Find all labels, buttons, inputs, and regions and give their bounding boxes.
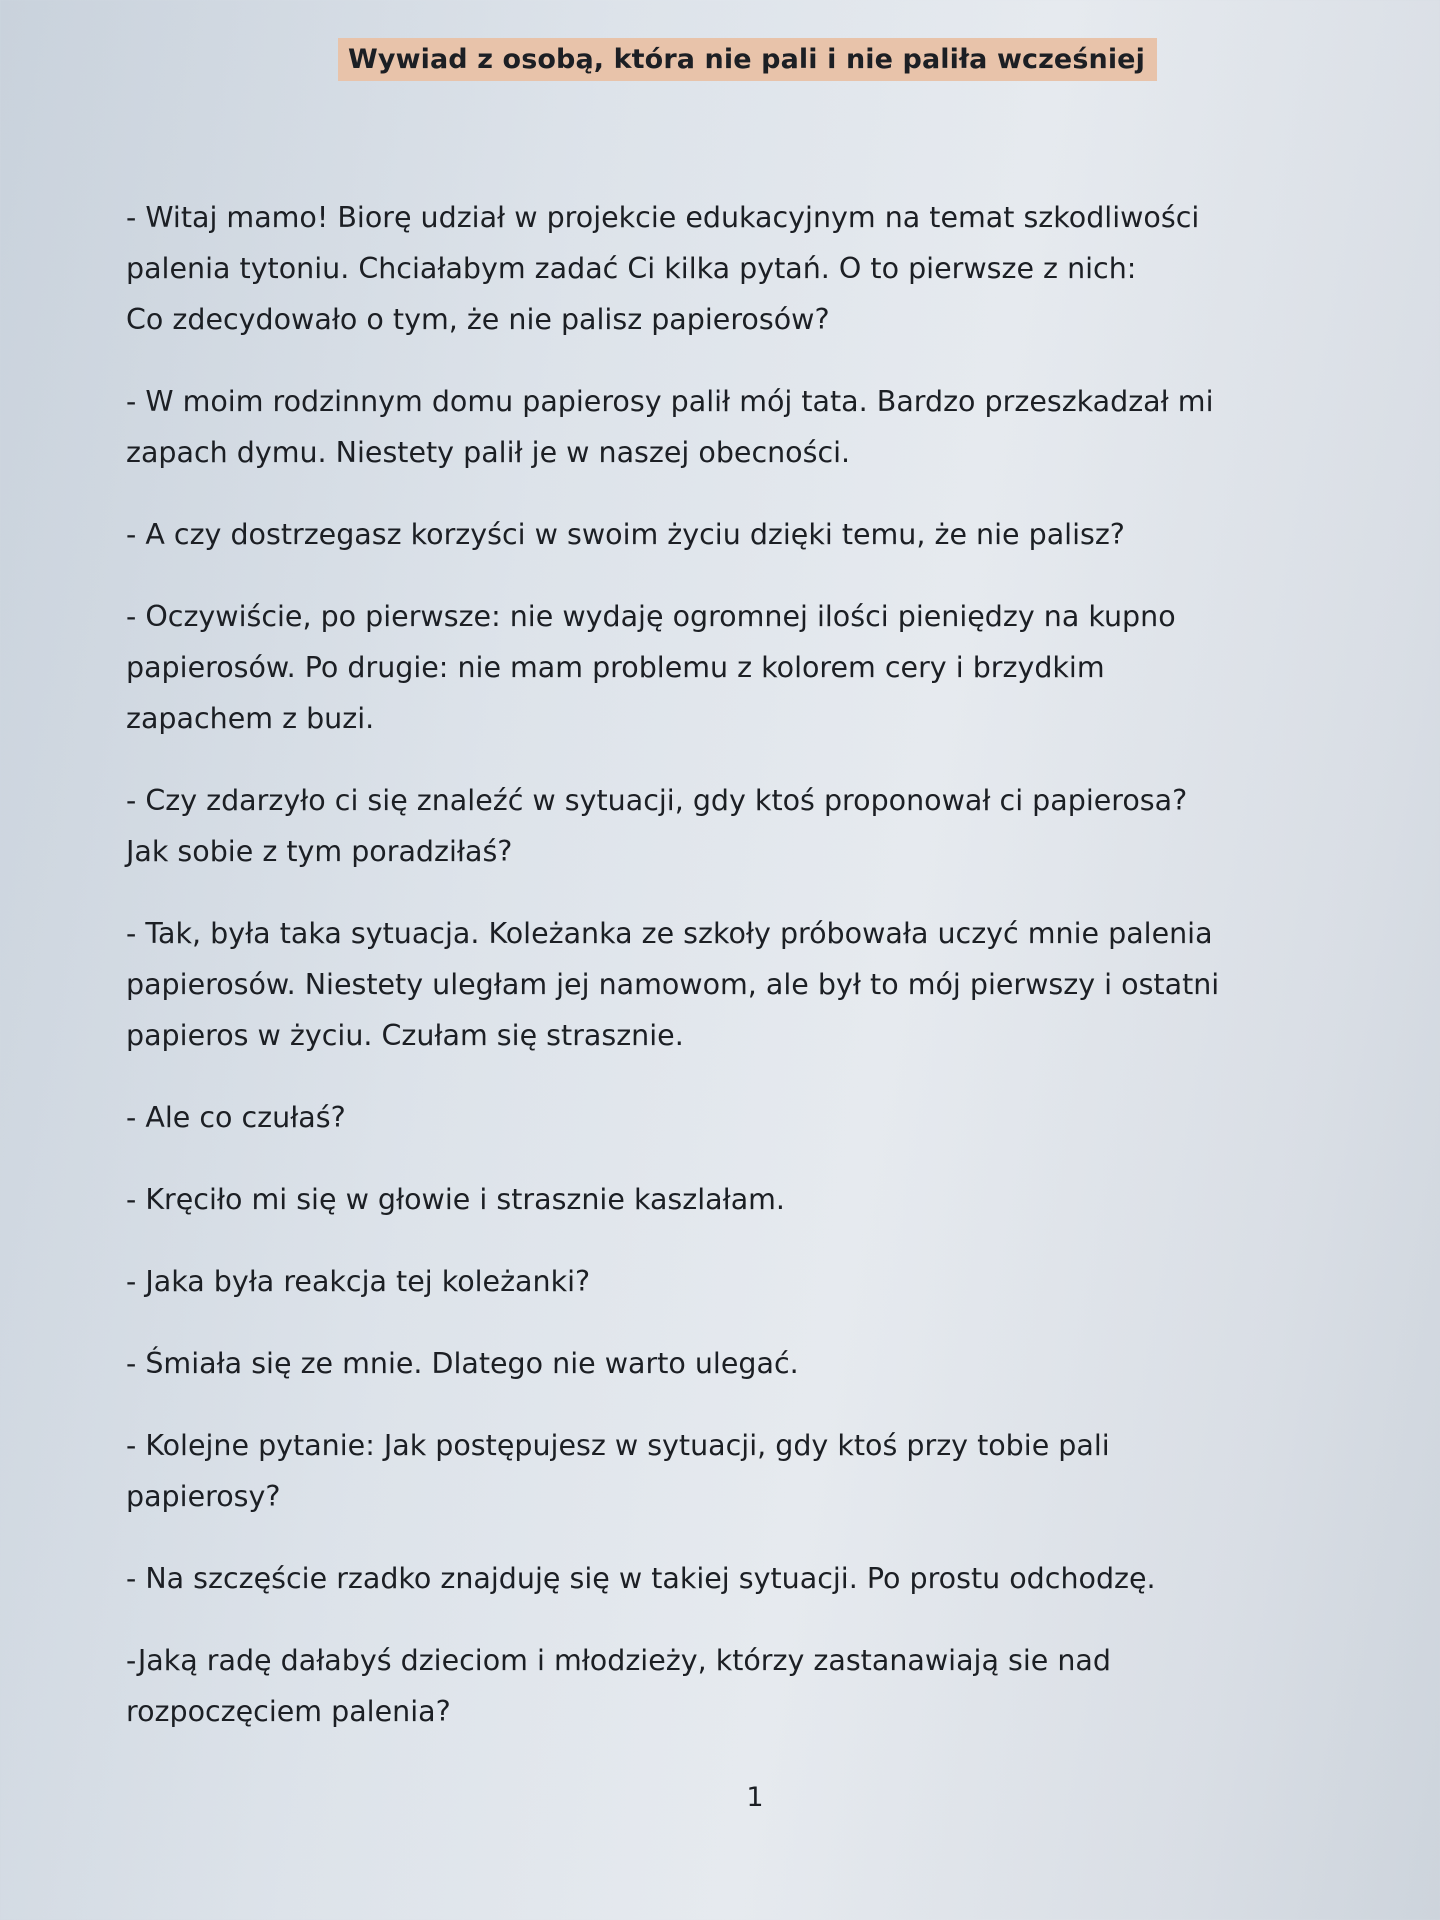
paragraph	[126, 1420, 1346, 1522]
text-line: zapachem z buzi.	[126, 702, 375, 735]
paragraph	[126, 1092, 1346, 1143]
text-line: - Witaj mamo! Biorę udział w projekcie edukacyjnym na temat szkodliwości	[126, 201, 1200, 234]
text-line: - Kręciło mi się w głowie i strasznie kaszlałam.	[126, 1183, 785, 1216]
text-line: - Kolejne pytanie: Jak postępujesz w sytuacji, gdy ktoś przy tobie pali	[126, 1429, 1110, 1462]
paragraph	[126, 509, 1346, 560]
text-line: zapach dymu. Niestety palił je w naszej obecności.	[126, 436, 851, 469]
text-line: papierosów. Niestety uległam jej namowom, ale był to mój pierwszy i ostatni	[126, 968, 1220, 1001]
paragraph	[126, 1256, 1346, 1307]
paragraph	[126, 1553, 1346, 1604]
text-line: - Tak, była taka sytuacja. Koleżanka ze szkoły próbowała uczyć mnie palenia	[126, 917, 1213, 950]
paragraph	[126, 1174, 1346, 1225]
text-line: - A czy dostrzegasz korzyści w swoim życiu dzięki temu, że nie palisz?	[126, 518, 1125, 551]
text-line: Co zdecydowało o tym, że nie palisz papierosów?	[126, 303, 830, 336]
text-line: papierosów. Po drugie: nie mam problemu z kolorem cery i brzydkim	[126, 651, 1105, 684]
text-line: -Jaką radę dałabyś dzieciom i młodzieży, którzy zastanawiają sie nad	[126, 1644, 1111, 1677]
text-line: palenia tytoniu. Chciałabym zadać Ci kilka pytań. O to pierwsze z nich:	[126, 252, 1137, 285]
interview-body	[126, 192, 1346, 1768]
text-line: - W moim rodzinnym domu papierosy palił mój tata. Bardzo przeszkadzał mi	[126, 385, 1214, 418]
paragraph	[126, 1635, 1346, 1737]
document-title: Wywiad z osobą, która nie pali i nie paliła wcześniej	[338, 38, 1157, 81]
page-number: 1	[746, 1782, 764, 1813]
text-line: - Na szczęście rzadko znajduję się w takiej sytuacji. Po prostu odchodzę.	[126, 1562, 1156, 1595]
text-line: papieros w życiu. Czułam się strasznie.	[126, 1019, 684, 1052]
paragraph	[126, 775, 1346, 877]
text-line: - Jaka była reakcja tej koleżanki?	[126, 1265, 591, 1298]
text-line: - Śmiała się ze mnie. Dlatego nie warto ulegać.	[126, 1347, 799, 1380]
text-line: Jak sobie z tym poradziłaś?	[126, 835, 513, 868]
text-line: rozpoczęciem palenia?	[126, 1695, 451, 1728]
paragraph	[126, 1338, 1346, 1389]
text-line: - Ale co czułaś?	[126, 1101, 346, 1134]
paragraph	[126, 591, 1346, 744]
paragraph	[126, 376, 1346, 478]
paragraph	[126, 908, 1346, 1061]
text-line: - Czy zdarzyło ci się znaleźć w sytuacji, gdy ktoś proponował ci papierosa?	[126, 784, 1188, 817]
paragraph	[126, 192, 1346, 345]
text-line: papierosy?	[126, 1480, 281, 1513]
text-line: - Oczywiście, po pierwsze: nie wydaję ogromnej ilości pieniędzy na kupno	[126, 600, 1176, 633]
